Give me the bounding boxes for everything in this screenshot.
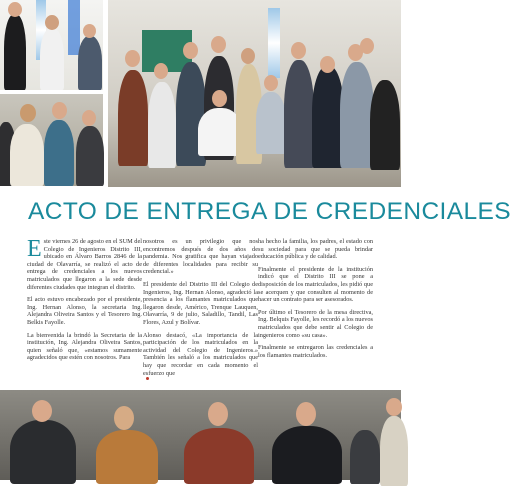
article-column-3 <box>258 238 373 364</box>
article-paragraph: Alonso destacó, «La importancia de la participación de los matriculados en la actividad del Colegio de Ingenieros.» También les señaló a los matriculados que hay que recordar en cada momento el esfuerzo que <box>143 331 258 377</box>
article-paragraph: El acto estuvo encabezado por el presidente, Ing. Hernan Alonso, la secretaria Ing. Alejandra Oliveira Santos y el Tesorero Ing. Belkis Fayolle. <box>27 296 142 326</box>
photo-attendees <box>0 94 103 186</box>
page-marker-dot <box>146 377 149 380</box>
drop-cap: E <box>27 236 42 262</box>
article-paragraph: Finalmente se entregaron las credenciales a los flamantes matriculados. <box>258 344 373 359</box>
article-paragraph: La bienvenida la brindó la Secretaria de la institución, Ing. Alejandra Oliveira Santos, quien señaló que, «estamos sumamente agradecidos que estén con nosotros. Para <box>27 331 142 362</box>
article-paragraph: El presidente del Distrito III del Colegio de Ingenieros, Ing. Hernan Alonso, agradeció la presencia a los flamantes matriculados que llegaron desde, Américo, Trenque Lauquen, Olavarría, 9 de julio, Saladillo, Tandil, Las Flores, Azul y Bolívar. <box>143 280 258 326</box>
photo-officials <box>0 0 103 90</box>
article-paragraph: Este viernes 26 de agosto en el SUM del Colegio de Ingenieros Distrito III, ubicado en Álvaro Barros 2846 de la ciudad de Olavarría, se realizó el acto de entrega de credenciales a los nuevos matriculados que llegaron a la sede desde diferentes ciudades que integran el distrito. <box>27 236 142 291</box>
photo-strip <box>0 390 401 480</box>
article-paragraph: ha hecho la familia, los padres, el estado con su sociedad para que se pueda brindar educación pública y de calidad. <box>258 238 373 261</box>
article-paragraph: Por último el Tesorero de la mesa directiva, Ing. Belquis Fayolle, les recordó a los nuevos matriculados que debe sentir al Colegio de ingenieros como «su casa». <box>258 308 373 339</box>
article-paragraph: Finalmente el presidente de la institución indicó que el Distrito III se pone a disposición de los matriculados, les pidió que se acerquen y que consulten al momento de hacer un contrato para ser asesorados. <box>258 265 373 304</box>
article-title: ACTO DE ENTREGA DE CREDENCIALES <box>28 198 511 225</box>
article-paragraph: nosotros es un privilegio que nos encontremos después de dos años de pandemia. Nos gratifica que hayan viajado de diferentes localidades para recibir su credencial.» <box>143 238 258 276</box>
photo-group <box>108 0 401 187</box>
article-column-2 <box>143 238 258 382</box>
article-column-1 <box>27 238 142 367</box>
